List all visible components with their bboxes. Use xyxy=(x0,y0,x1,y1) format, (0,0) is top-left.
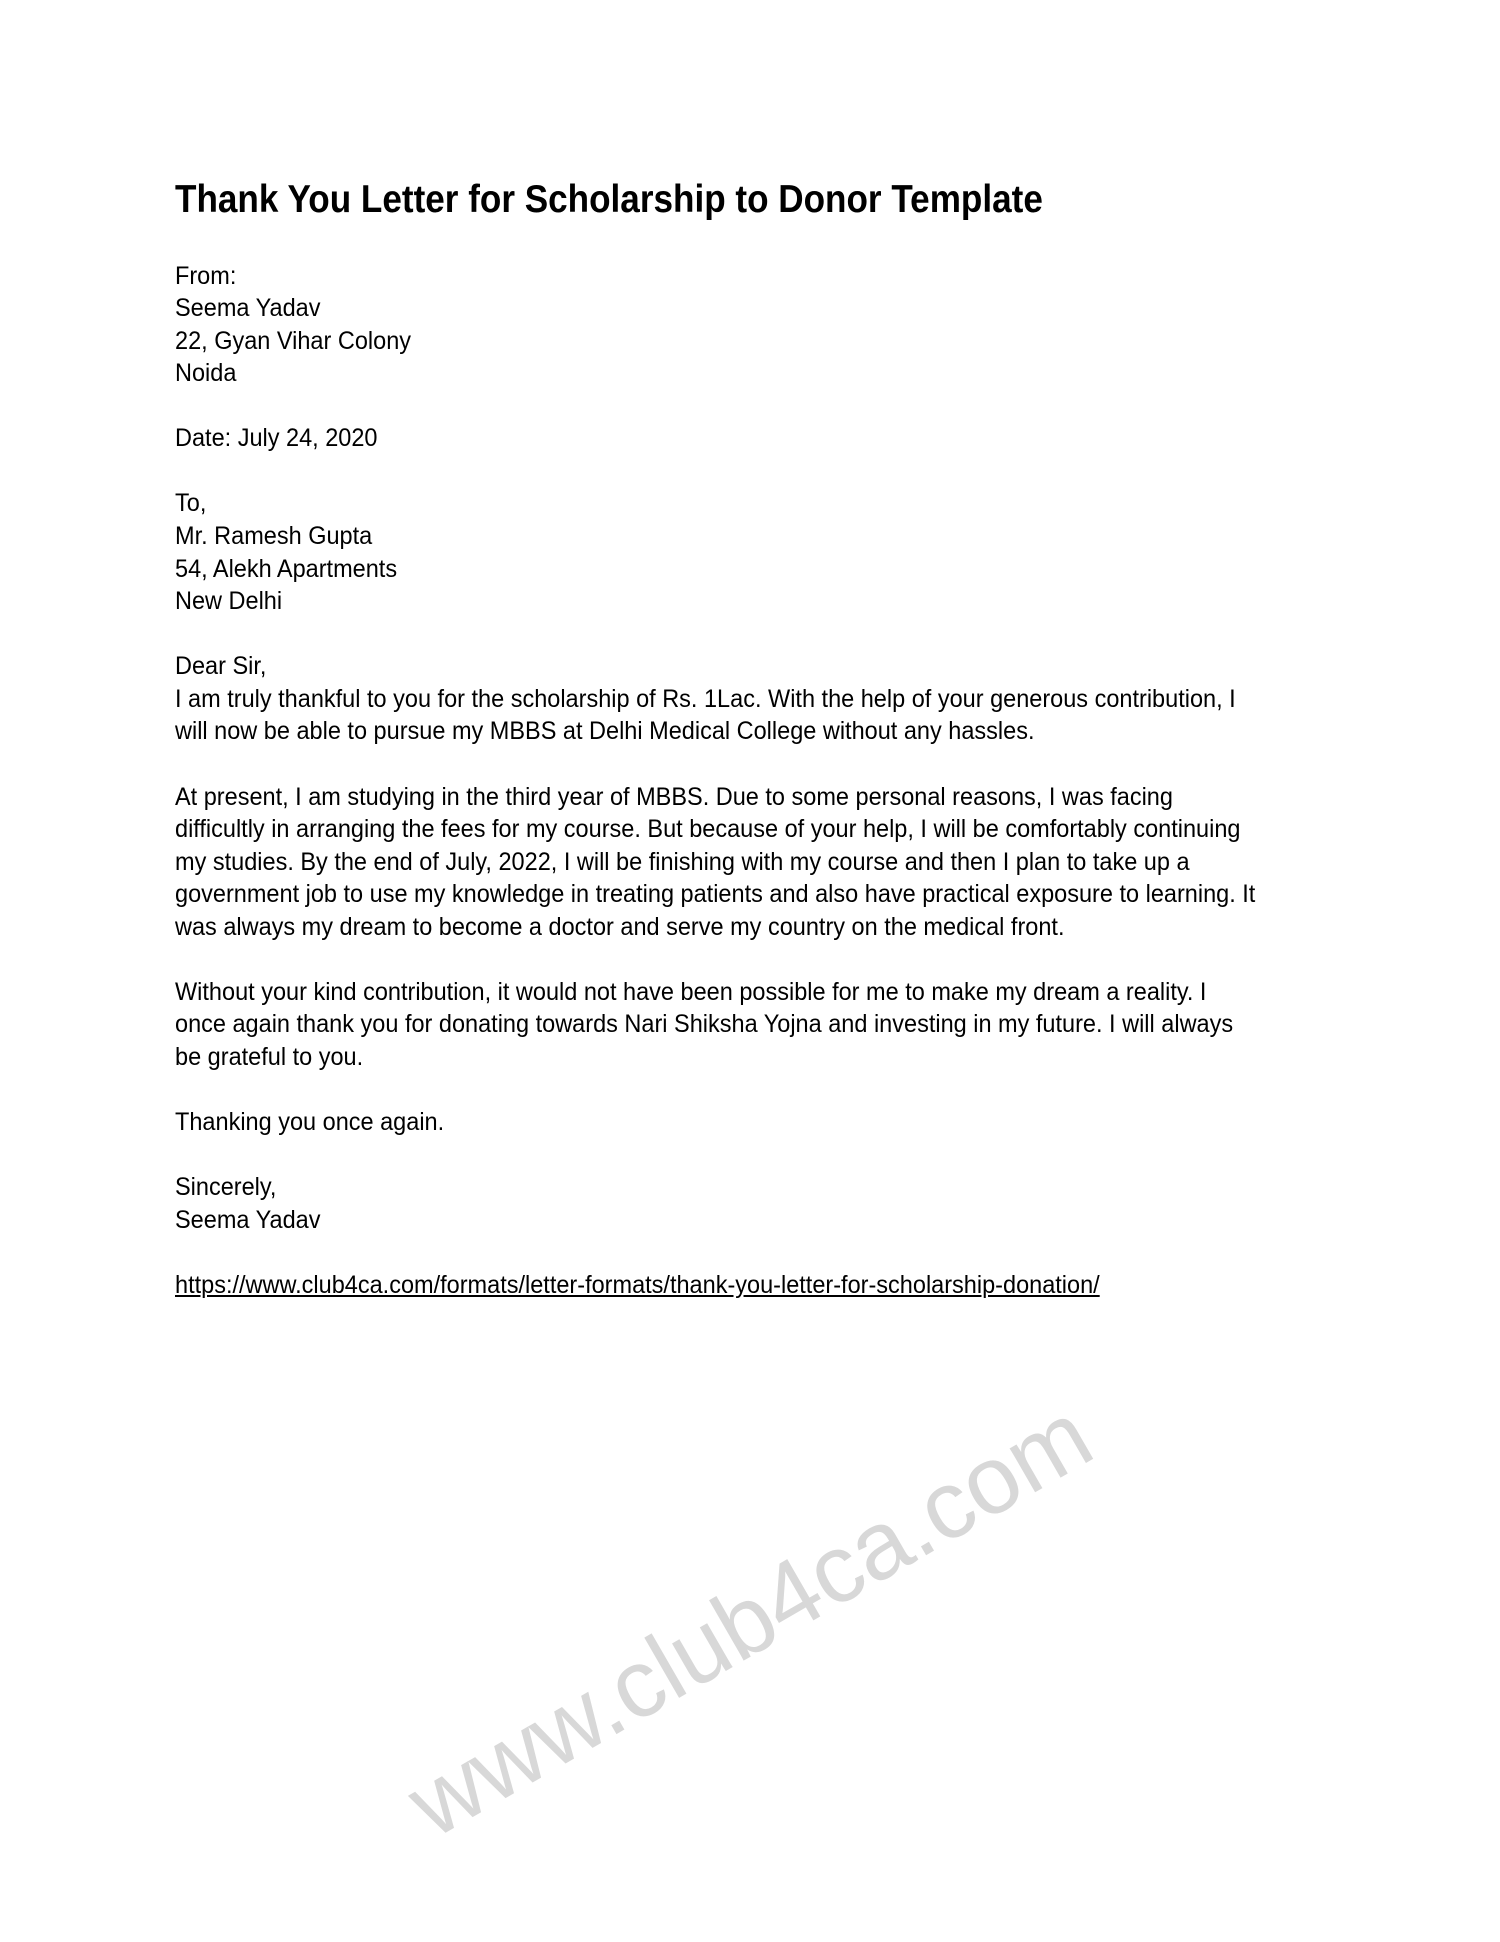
sender-city: Noida xyxy=(175,359,237,387)
paragraph-3-line: once again thank you for donating towards Nari Shiksha Yojna and investing in my future. I will always xyxy=(175,1010,1234,1038)
sender-name: Seema Yadav xyxy=(175,294,321,322)
recipient-city: New Delhi xyxy=(175,587,283,615)
paragraph-2-line: government job to use my knowledge in treating patients and also have practical exposure to learning. It xyxy=(175,880,1256,908)
signature-name: Seema Yadav xyxy=(175,1206,321,1234)
watermark: www.club4ca.com xyxy=(390,1381,1110,1858)
source-link[interactable]: https://www.club4ca.com/formats/letter-formats/thank-you-letter-for-scholarship-donation/ xyxy=(175,1271,1100,1299)
letter-date: Date: July 24, 2020 xyxy=(175,424,378,452)
paragraph-2-line: my studies. By the end of July, 2022, I will be finishing with my course and then I plan to take up a xyxy=(175,848,1190,876)
paragraph-1-line: will now be able to pursue my MBBS at Delhi Medical College without any hassles. xyxy=(175,717,1035,745)
recipient-address: 54, Alekh Apartments xyxy=(175,555,398,583)
from-label: From: xyxy=(175,262,237,290)
paragraph-2-line: was always my dream to become a doctor and serve my country on the medical front. xyxy=(175,913,1065,941)
paragraph-2-line: At present, I am studying in the third year of MBBS. Due to some personal reasons, I was facing xyxy=(175,783,1173,811)
paragraph-3-line: be grateful to you. xyxy=(175,1043,364,1071)
paragraph-1-line: I am truly thankful to you for the scholarship of Rs. 1Lac. With the help of your generous contribution, I xyxy=(175,685,1236,713)
page-title: Thank You Letter for Scholarship to Donor Template xyxy=(175,178,1043,221)
paragraph-3-line: Without your kind contribution, it would not have been possible for me to make my dream a reality. I xyxy=(175,978,1207,1006)
sender-address: 22, Gyan Vihar Colony xyxy=(175,327,412,355)
salutation: Dear Sir, xyxy=(175,652,267,680)
signoff: Sincerely, xyxy=(175,1173,277,1201)
recipient-name: Mr. Ramesh Gupta xyxy=(175,522,373,550)
to-label: To, xyxy=(175,489,207,517)
paragraph-2-line: difficultly in arranging the fees for my course. But because of your help, I will be comfortably continuing xyxy=(175,815,1241,843)
closing-line: Thanking you once again. xyxy=(175,1108,445,1136)
